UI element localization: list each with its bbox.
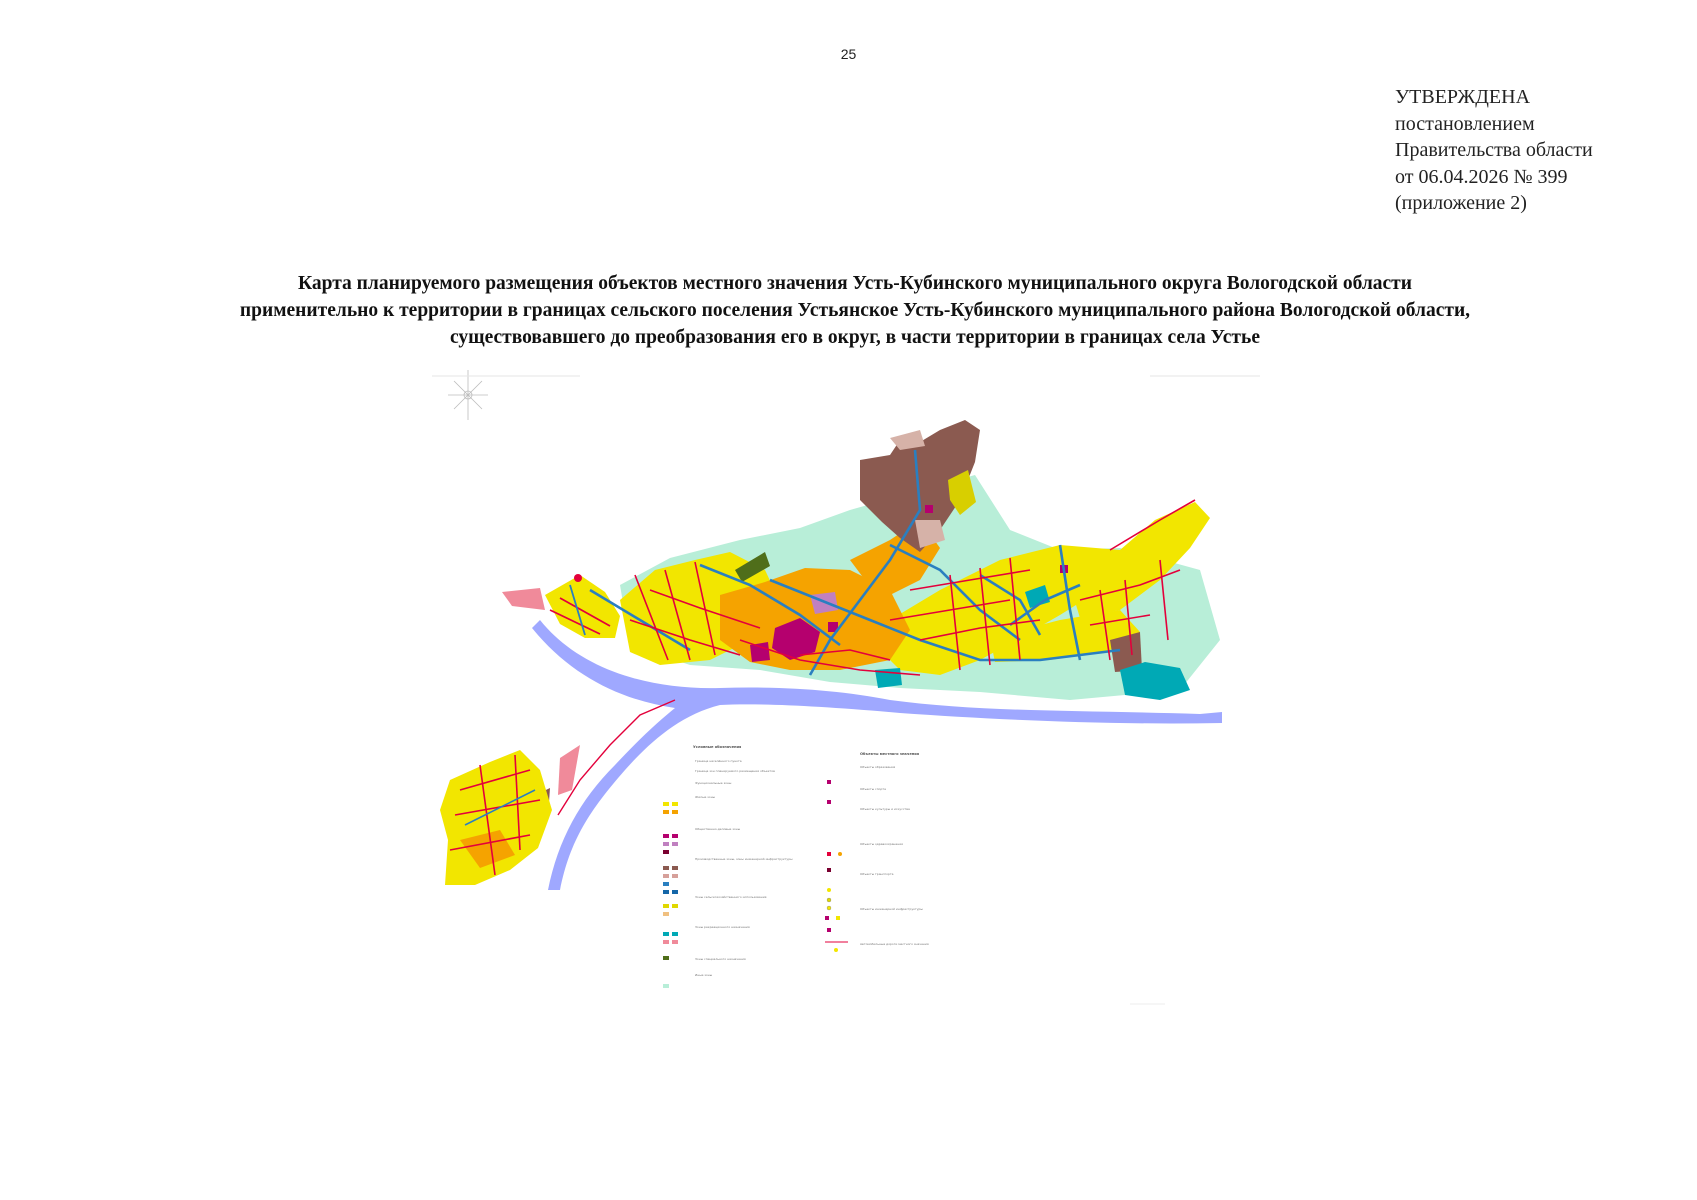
svg-text:Условные обозначения: Условные обозначения bbox=[693, 745, 742, 749]
svg-text:Функциональные зоны: Функциональные зоны bbox=[695, 781, 732, 785]
planning-map bbox=[420, 370, 1300, 1090]
svg-text:Объекты местного значения: Объекты местного значения bbox=[860, 752, 920, 756]
svg-text:Объекты спорта: Объекты спорта bbox=[860, 787, 886, 791]
approval-line-approved: УТВЕРЖДЕНА bbox=[1395, 86, 1531, 108]
svg-text:Общественно-деловые зоны: Общественно-деловые зоны bbox=[695, 827, 741, 831]
legend-swatches bbox=[663, 780, 848, 988]
approval-line-government: Правительства области bbox=[1395, 139, 1593, 161]
approval-line-resolution: постановлением bbox=[1395, 112, 1535, 135]
title-line-3: существовавшего до преобразования его в округ, в части территории в границах села Устье bbox=[450, 327, 1260, 348]
svg-text:Граница населённого пункта: Граница населённого пункта bbox=[695, 759, 742, 763]
title-line-2: применительно к территории в границах сельского поселения Устьянское Усть-Кубинского муниципального района Вологодской области, bbox=[239, 300, 1471, 321]
landmark-icon bbox=[574, 574, 582, 582]
approval-line-date: от 06.04.2026 № 399 bbox=[1395, 165, 1568, 188]
svg-text:Граница зон планируемого разме: Граница зон планируемого размещения объектов bbox=[695, 769, 775, 773]
title-line-1: Карта планируемого размещения объектов местного значения Усть-Кубинского муниципального округа Вологодской области bbox=[297, 273, 1412, 294]
svg-text:Жилые зоны: Жилые зоны bbox=[695, 795, 716, 799]
svg-text:Зоны сельскохозяйственного исп: Зоны сельскохозяйственного использования bbox=[695, 895, 767, 899]
recreation-zone-west bbox=[502, 588, 545, 610]
residential-zone-south bbox=[440, 750, 552, 885]
svg-text:Иные зоны: Иные зоны bbox=[695, 973, 713, 977]
svg-text:Автомобильные дороги местного: Автомобильные дороги местного значения bbox=[860, 942, 929, 946]
svg-text:Объекты здравоохранения: Объекты здравоохранения bbox=[860, 842, 903, 846]
svg-text:Производственные зоны, зоны ин: Производственные зоны, зоны инженерной инфраструктуры bbox=[695, 857, 793, 861]
svg-text:Объекты инженерной инфраструкт: Объекты инженерной инфраструктуры bbox=[860, 907, 923, 911]
approval-line-appendix: (приложение 2) bbox=[1395, 192, 1527, 214]
page-number: 25 bbox=[840, 46, 857, 62]
svg-text:Объекты транспорта: Объекты транспорта bbox=[860, 872, 894, 876]
svg-text:Объекты культуры и искусства: Объекты культуры и искусства bbox=[860, 807, 910, 811]
document-title bbox=[210, 270, 1500, 351]
approval-stamp bbox=[1395, 84, 1593, 217]
recreation-zone-south bbox=[558, 745, 580, 795]
public-object-2 bbox=[925, 505, 933, 513]
map-legend bbox=[663, 745, 929, 988]
compass-rose-icon bbox=[448, 370, 488, 420]
svg-text:Зоны специального назначения: Зоны специального назначения bbox=[695, 957, 746, 961]
svg-text:Зоны рекреационного назначения: Зоны рекреационного назначения bbox=[695, 925, 750, 929]
svg-text:Объекты образования: Объекты образования bbox=[860, 765, 896, 769]
